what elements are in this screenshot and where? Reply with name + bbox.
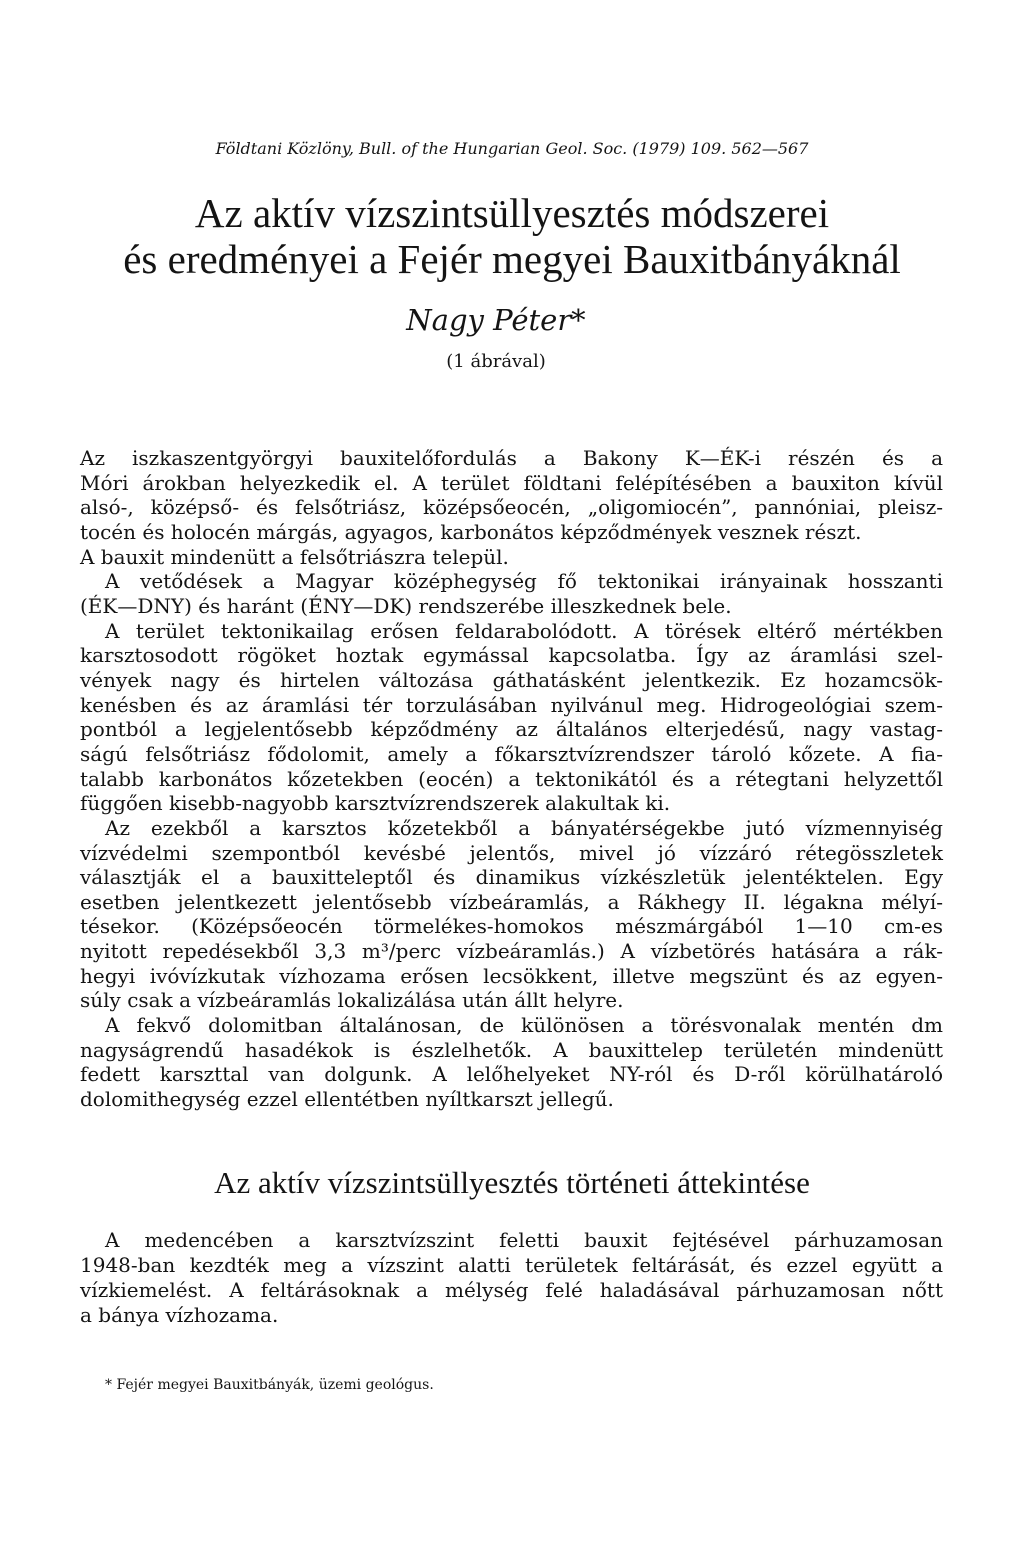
author-name: Nagy Péter* <box>406 303 586 337</box>
body-text-line: pontból a legjelentősebb képződmény az általános elterjedésű, nagy vastag- <box>80 717 943 742</box>
body-text-line: 1948-ban kezdték meg a vízszint alatti területek feltárását, és ezzel együtt a <box>80 1253 943 1277</box>
body-paragraph <box>80 1228 943 1328</box>
body-text-line: súly csak a vízbeáramlás lokalizálása után állt helyre. <box>80 988 624 1013</box>
body-paragraph <box>80 545 943 570</box>
body-text-line: hegyi ivóvízkutak vízhozama erősen lecsökkent, illetve megszünt és az egyen- <box>80 963 943 988</box>
body-text-line: választják el a bauxitteleptől és dinamikus vízkészletük jelentéktelen. Egy <box>80 865 943 890</box>
body-paragraph <box>80 446 943 545</box>
body-text-line: függően kisebb-nagyobb karsztvízrendszerek alakultak ki. <box>80 791 671 816</box>
article-title-line: Az aktív vízszintsüllyesztés módszerei <box>194 190 830 236</box>
body-text-line: A vetődések a Magyar középhegység fő tektonikai irányainak hosszanti <box>105 569 943 594</box>
body-text-line: A bauxit mindenütt a felsőtriászra települ. <box>80 544 509 569</box>
body-paragraph <box>80 1013 943 1112</box>
body-text-line: Az ezekből a karsztos kőzetekből a bányatérségekbe jutó vízmennyiség <box>105 815 943 840</box>
body-text-line: esetben jelentkezett jelentősebb vízbeáramlás, a Rákhegy II. légakna mélyí- <box>80 889 943 914</box>
body-text-line: Móri árokban helyezkedik el. A terület földtani felépítésében a bauxiton kívül <box>80 470 943 495</box>
body-text-line: alsó-, középső- és felsőtriász, középsőeocén, „oligomiocén”, pannóniai, pleisz- <box>80 495 943 520</box>
article-title <box>0 190 1024 282</box>
author-affiliation-footnote: * Fejér megyei Bauxitbányák, üzemi geológus. <box>105 1377 434 1393</box>
body-text-line: nagyságrendű hasadékok is észlelhetők. A bauxittelep területén mindenütt <box>80 1037 943 1062</box>
body-text-line: vények nagy és hirtelen változása gáthatásként jelentkezik. Ez hozamcsök- <box>80 667 943 692</box>
section-body-text <box>80 1228 943 1328</box>
article-title-line: és eredményei a Fejér megyei Bauxitbányáknál <box>123 236 901 282</box>
figure-count-note: (1 ábrával) <box>446 351 546 372</box>
body-text-line: nyitott repedésekből 3,3 m³/perc vízbeáramlás.) A vízbetörés hatására a rák- <box>80 939 943 964</box>
journal-citation: Földtani Közlöny, Bull. of the Hungarian Geol. Soc. (1979) 109. 562—567 <box>215 139 809 158</box>
body-paragraph <box>80 569 943 618</box>
body-text-line: karsztosodott rögöket hoztak egymással kapcsolatba. Így az áramlási szel- <box>80 643 943 668</box>
body-text-line: A terület tektonikailag erősen feldarabolódott. A törések eltérő mértékben <box>105 618 943 643</box>
body-text-line: ságú felsőtriász fődolomit, amely a főkarsztvízrendszer tároló kőzete. A fia- <box>80 741 943 766</box>
body-text-line: dolomithegység ezzel ellentétben nyíltkarszt jellegű. <box>80 1087 614 1112</box>
body-text <box>80 446 943 1112</box>
body-text-line: vízkiemelést. A feltárásoknak a mélység felé haladásával párhuzamosan nőtt <box>80 1278 943 1302</box>
body-text-line: a bánya vízhozama. <box>80 1303 279 1327</box>
body-text-line: tésekor. (Középsőeocén törmelékes-homokos mészmárgából 1—10 cm-es <box>80 914 943 939</box>
body-text-line: talabb karbonátos kőzetekben (eocén) a tektonikától és a rétegtani helyzettől <box>80 766 943 791</box>
body-text-line: A fekvő dolomitban általánosan, de különösen a törésvonalak mentén dm <box>105 1013 943 1038</box>
body-text-line: vízvédelmi szempontból kevésbé jelentős, mivel jó vízzáró rétegösszletek <box>80 840 943 865</box>
body-text-line: (ÉK—DNY) és haránt (ÉNY—DK) rendszerébe illeszkednek bele. <box>80 593 732 618</box>
body-paragraph <box>80 816 943 1013</box>
body-text-line: A medencében a karsztvízszint feletti bauxit fejtésével párhuzamosan <box>105 1228 943 1252</box>
body-paragraph <box>80 619 943 816</box>
body-text-line: Az iszkaszentgyörgyi bauxitelőfordulás a Bakony K—ÉK-i részén és a <box>80 446 943 470</box>
body-text-line: kenésben és az áramlási tér torzulásában nyilvánul meg. Hidrogeológiai szem- <box>80 692 943 717</box>
body-text-line: tocén és holocén márgás, agyagos, karbonátos képződmények vesznek részt. <box>80 519 862 544</box>
body-text-line: fedett karszttal van dolgunk. A lelőhelyeket NY-ról és D-ről körülhatároló <box>80 1062 943 1087</box>
section-heading: Az aktív vízszintsüllyesztés történeti áttekintése <box>214 1165 810 1200</box>
